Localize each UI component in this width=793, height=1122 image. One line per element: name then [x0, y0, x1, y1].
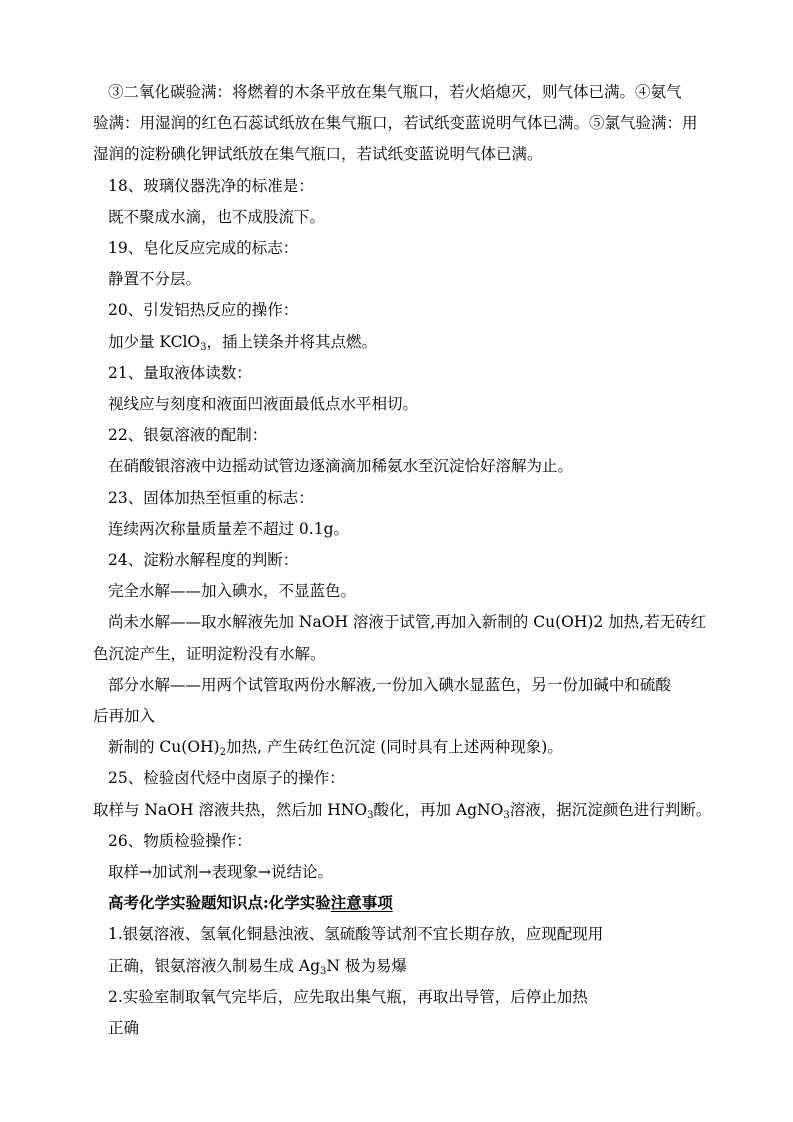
section-heading-23: 23、固体加热至恒重的标志：	[108, 489, 314, 507]
text-line: 正确，银氨溶液久制易生成 $Ag_3N$ 极为易爆	[108, 957, 407, 977]
text-line: 1.银氨溶液、氢氧化铜悬浊液、氢硫酸等试剂不宜长期存放，应现配现用	[108, 925, 604, 943]
text-line: 色沉淀产生，证明淀粉没有水解。	[93, 645, 326, 663]
text-line: 正确	[108, 1019, 140, 1037]
text-line: 完全水解——加入碘水，不显蓝色。	[108, 582, 357, 600]
text-line: 视线应与刻度和液面凹液面最低点水平相切。	[108, 395, 419, 413]
text-line: 新制的 $Cu(OH)_2$加热, 产生砖红色沉淀 (同时具有上述两种现象)。	[108, 738, 563, 758]
section-heading-26: 26、物质检验操作：	[108, 832, 252, 850]
text-line: 加少量 KClO$_3$，插上镁条并将其点燃。	[108, 333, 378, 353]
text-line: 后再加入	[93, 707, 156, 725]
text-line: 既不聚成水滴，也不成股流下。	[108, 208, 326, 226]
section-heading-19: 19、皂化反应完成的标志：	[108, 239, 299, 257]
section-heading-20: 20、引发铝热反应的操作：	[108, 301, 299, 319]
section-heading-24: 24、淀粉水解程度的判断：	[108, 551, 299, 569]
section-heading-25: 25、检验卤代烃中卤原子的操作：	[108, 769, 345, 787]
text-line: 2.实验室制取氧气完毕后，应先取出集气瓶，再取出导管，后停止加热	[108, 988, 588, 1006]
text-line: 静置不分层。	[108, 270, 202, 288]
text-line: 取样与 NaOH 溶液共热，然后加 $HNO_3$酸化，再加 AgNO$_3$溶液，据沉淀颜色进行判断。	[93, 801, 712, 821]
section-heading-22: 22、银氨溶液的配制：	[108, 426, 268, 444]
text-line: 在硝酸银溶液中边摇动试管边逐滴滴加稀氨水至沉淀恰好溶解为止。	[108, 457, 574, 475]
text-line: 部分水解——用两个试管取两份水解液,一份加入碘水显蓝色，另一份加碱中和硫酸	[108, 676, 671, 694]
section-title: 高考化学实验题知识点:化学实验注意事项	[108, 893, 393, 912]
section-heading-21: 21、量取液体读数：	[108, 364, 252, 382]
text-line: 取样→加试剂→表现象→说结论。	[108, 863, 333, 881]
text-line: ③二氧化碳验满：将燃着的木条平放在集气瓶口，若火焰熄灭，则气体已满。④氨气	[108, 83, 682, 101]
section-heading-18: 18、玻璃仪器洗净的标准是：	[108, 177, 314, 195]
text-line: 尚未水解——取水解液先加 NaOH 溶液于试管,再加入新制的 Cu(OH)2 加热,若无砖红	[108, 613, 707, 631]
text-line: 验满：用湿润的红色石蕊试纸放在集气瓶口，若试纸变蓝说明气体已满。⑤氯气验满：用	[93, 114, 698, 132]
text-line: 湿润的淀粉碘化钾试纸放在集气瓶口，若试纸变蓝说明气体已满。	[93, 145, 543, 163]
text-line: 连续两次称量质量差不超过 0.1g。	[108, 520, 350, 538]
